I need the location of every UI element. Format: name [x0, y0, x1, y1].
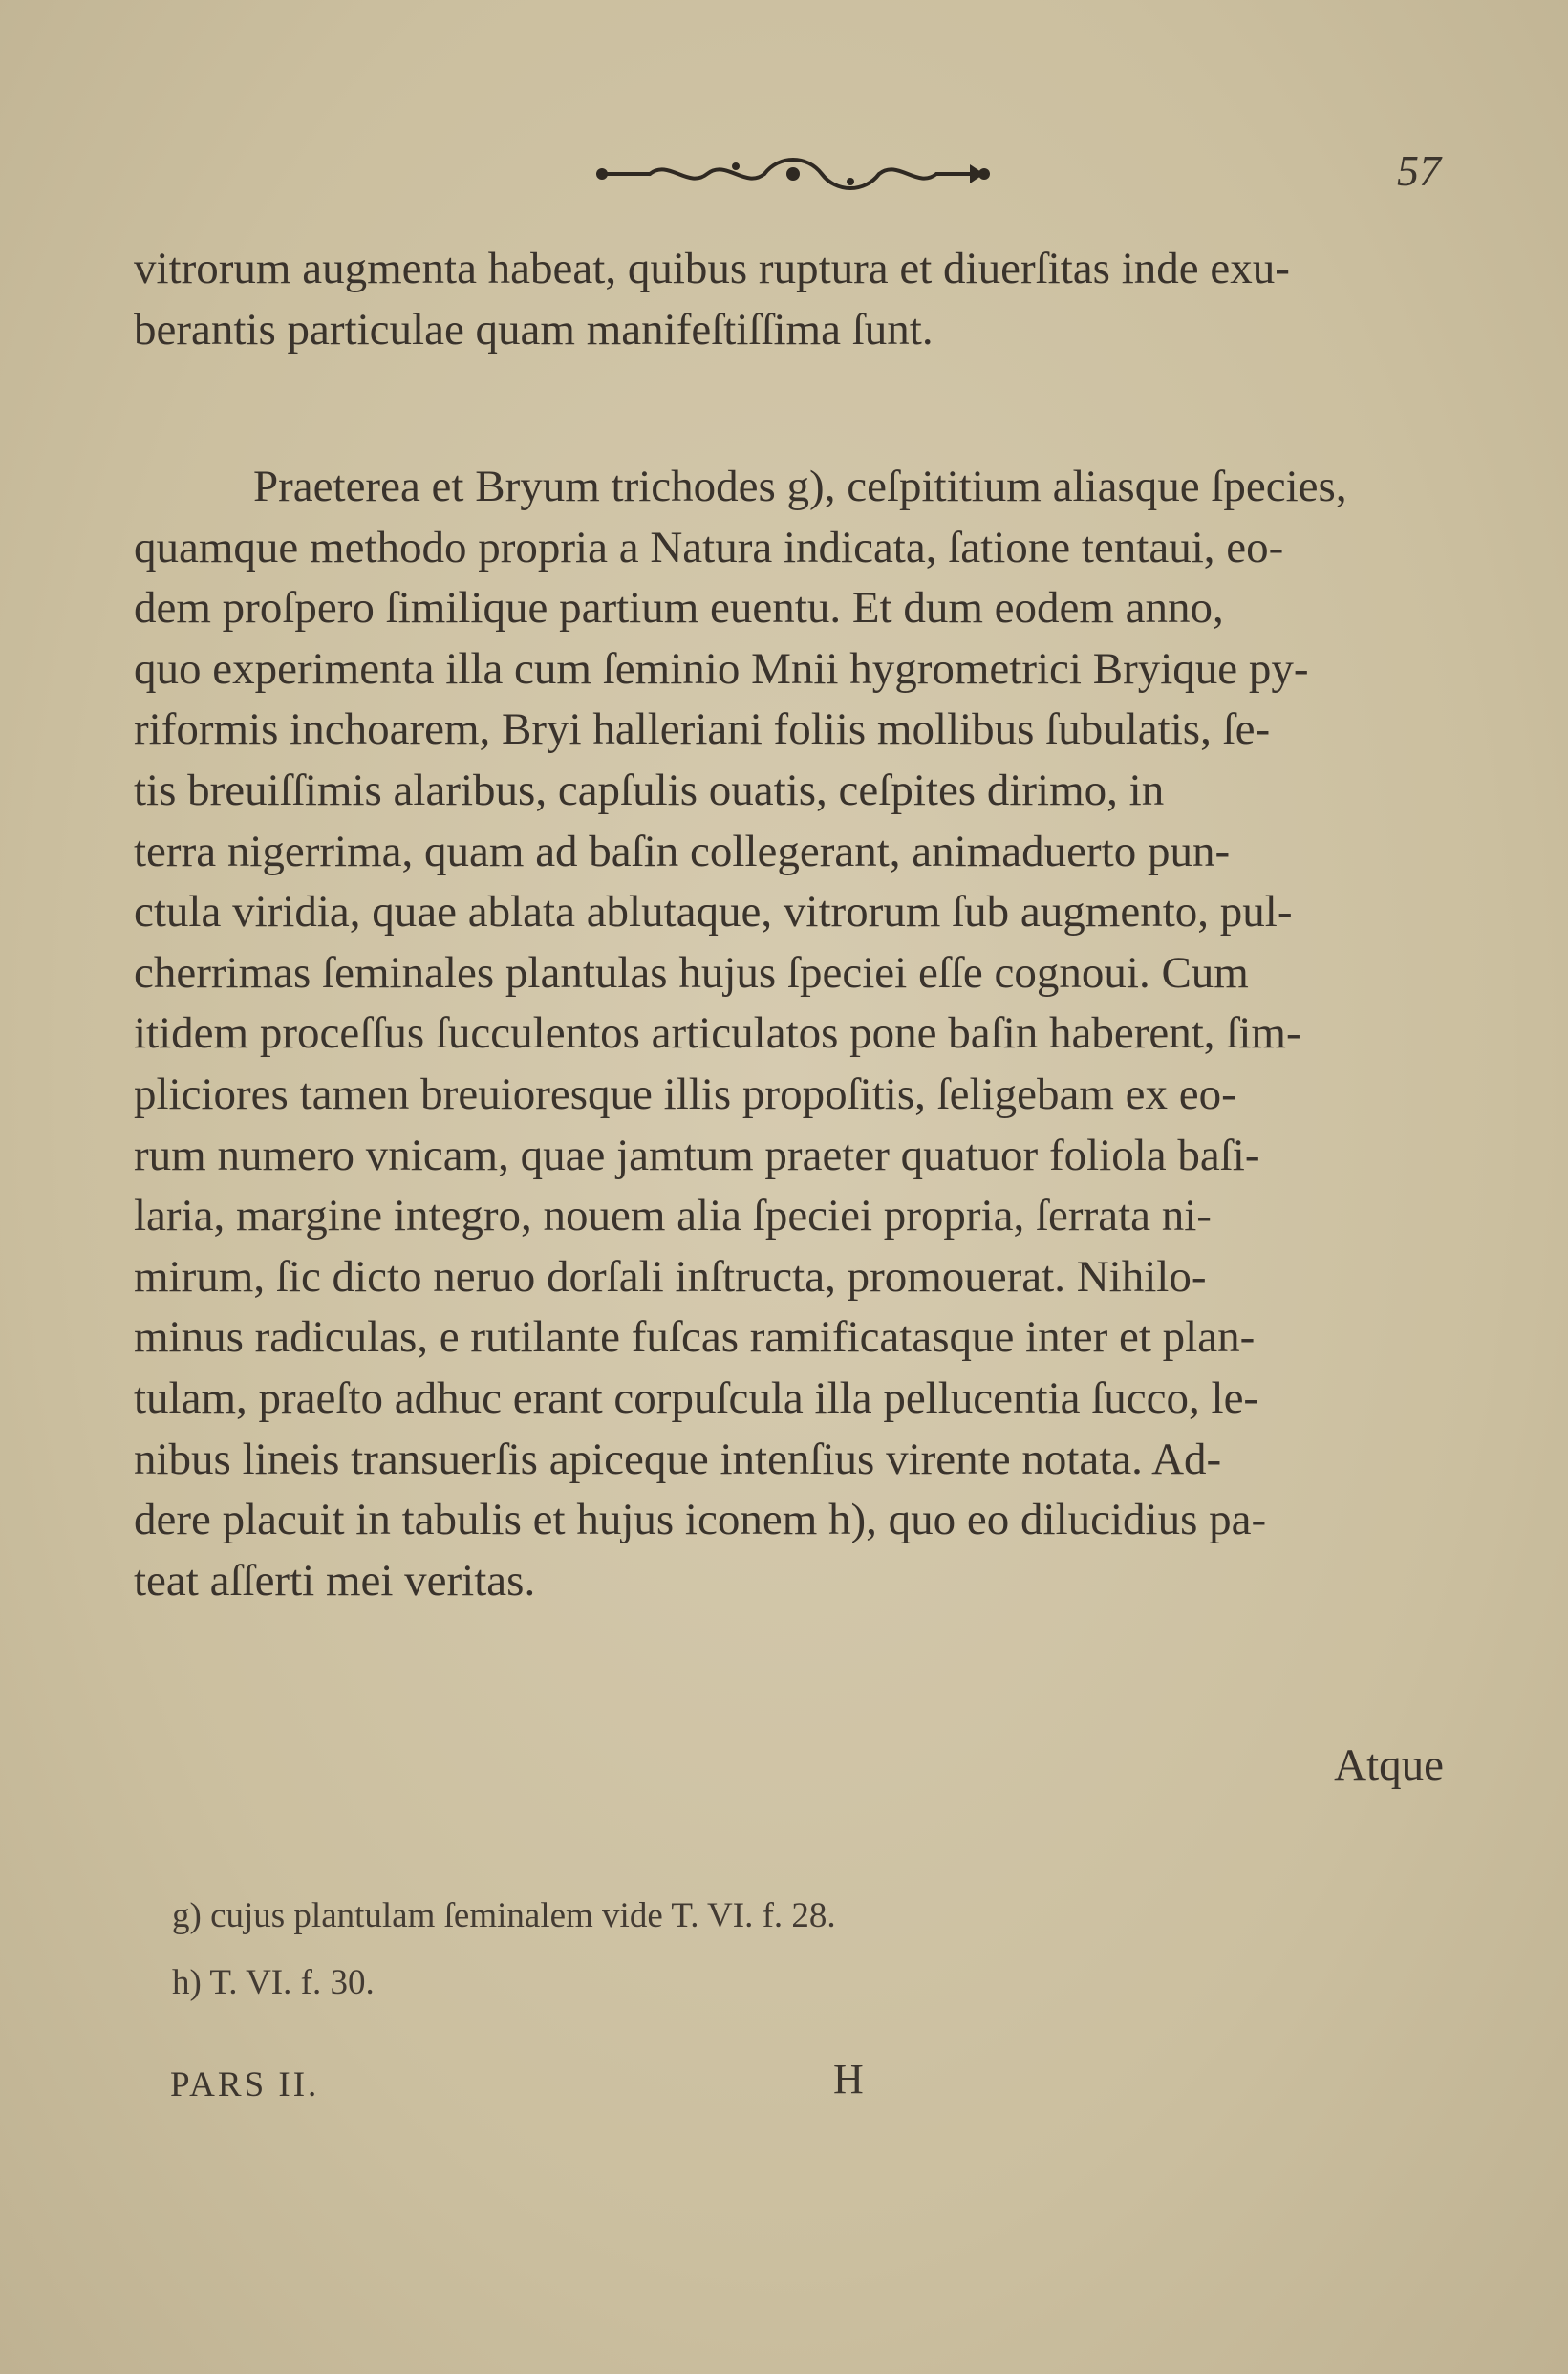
text-line — [134, 578, 1452, 639]
line-text: cherrimas ſeminales plantulas hujus ſpeciei eſſe cognoui. Cum — [134, 947, 1249, 998]
line-text: itidem proceſſus ſucculentos articulatos pone baſin haberent, ſim- — [134, 1008, 1301, 1059]
text-line — [134, 1490, 1452, 1551]
line-text: dem proſpero ſimilique partium euentu. Et dum eodem anno, — [134, 583, 1224, 634]
page-number: 57 — [1397, 146, 1441, 195]
text-line — [134, 239, 1452, 300]
footnote-h: h) T. VI. f. 30. — [172, 1963, 375, 2002]
text-line — [134, 1247, 1452, 1308]
text-line — [134, 518, 1452, 579]
signature-part: PARS II. — [170, 2065, 320, 2104]
text-line — [134, 1004, 1452, 1065]
text-line — [134, 1551, 1452, 1612]
line-text: terra nigerrima, quam ad baſin collegerant, animaduerto pun- — [134, 826, 1231, 876]
line-text: quamque methodo propria a Natura indicata, ſatione tentaui, eo- — [134, 522, 1284, 572]
text-line — [134, 761, 1452, 822]
line-text: ctula viridia, quae ablata ablutaque, vitrorum ſub augmento, pul- — [134, 887, 1293, 938]
text-line — [134, 1126, 1452, 1187]
continuation-text — [134, 239, 1452, 360]
signature-letter: H — [833, 2056, 864, 2103]
text-line — [134, 1430, 1452, 1491]
line-text: berantis particulae quam manifeſtiſſima ſunt. — [134, 304, 934, 355]
footnote-g: g) cujus plantulam ſeminalem vide T. VI. f. 28. — [172, 1896, 836, 1935]
footnotes — [172, 1883, 836, 2017]
text-line — [134, 1369, 1452, 1430]
text-line — [134, 822, 1452, 883]
text-line — [134, 1307, 1452, 1369]
line-text: tis breuiſſimis alaribus, capſulis ouatis, ceſpites dirimo, in — [134, 765, 1165, 815]
text-line — [134, 457, 1452, 518]
text-line — [134, 300, 1452, 361]
line-text: nibus lineis transuerſis apiceque intenſius virente notata. Ad- — [134, 1434, 1222, 1484]
text-line — [134, 1186, 1452, 1247]
line-text: vitrorum augmenta habeat, quibus ruptura et diuerſitas inde exu- — [134, 244, 1290, 293]
line-text: teat aſſerti mei veritas. — [134, 1555, 536, 1606]
line-text: dere placuit in tabulis et hujus iconem h), quo eo dilucidius pa- — [134, 1495, 1267, 1545]
line-text: rum numero vnicam, quae jamtum praeter quatuor foliola baſi- — [134, 1130, 1260, 1180]
catchword: Atque — [1334, 1740, 1444, 1790]
text-line — [134, 882, 1452, 943]
decorative-ornament-icon — [592, 153, 994, 195]
line-text: minus radiculas, e rutilante fuſcas ramificatasque inter et plan- — [134, 1312, 1256, 1363]
line-text: mirum, ſic dicto neruo dorſali inſtructa, promouerat. Nihilo- — [134, 1251, 1207, 1302]
text-line — [134, 943, 1452, 1004]
line-text: Praeterea et Bryum trichodes g), ceſpititium aliasque ſpecies, — [253, 462, 1347, 511]
line-text: riformis inchoarem, Bryi halleriani foliis mollibus ſubulatis, ſe- — [134, 704, 1271, 755]
line-text: quo experimenta illa cum ſeminio Mnii hygrometrici Bryique py- — [134, 643, 1309, 694]
line-text: tulam, praeſto adhuc erant corpuſcula illa pellucentia ſucco, le- — [134, 1372, 1259, 1423]
text-line — [134, 1065, 1452, 1126]
main-paragraph — [134, 457, 1452, 1611]
text-line — [134, 639, 1452, 701]
text-line — [134, 700, 1452, 761]
line-text: pliciores tamen breuioresque illis propoſitis, ſeligebam ex eo- — [134, 1068, 1236, 1119]
line-text: laria, margine integro, nouem alia ſpeciei propria, ſerrata ni- — [134, 1191, 1212, 1241]
